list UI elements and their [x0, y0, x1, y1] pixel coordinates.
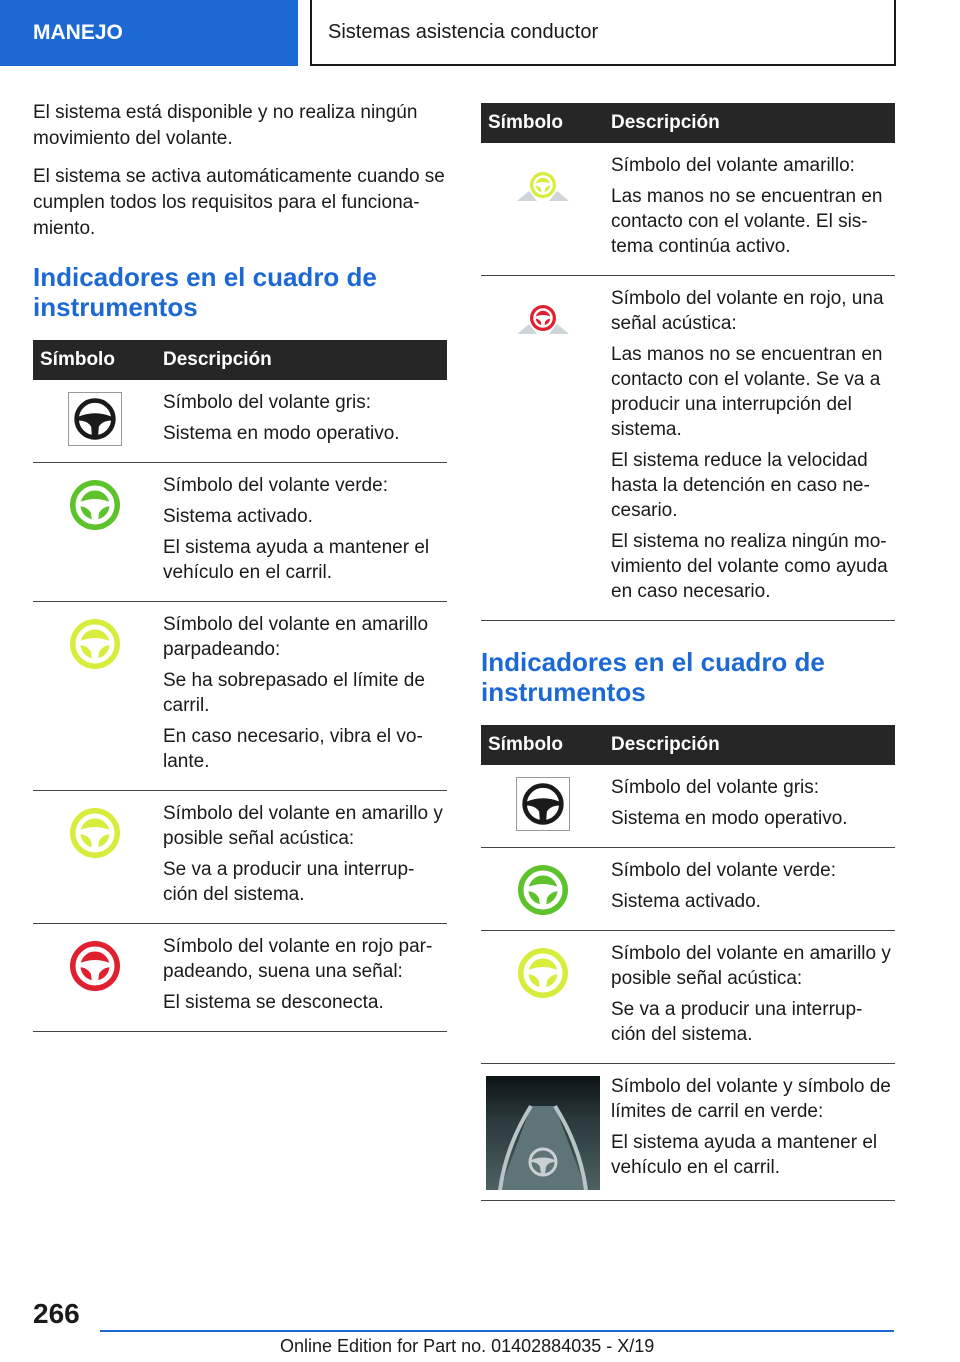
description-line: Símbolo del volante en amarillo parpadeando: [163, 614, 429, 660]
indicator-table [33, 340, 447, 1032]
description [605, 153, 895, 265]
table-row [481, 276, 895, 621]
page-number: 266 [33, 1298, 80, 1329]
description-line: Símbolo del volante en rojo, una señal acústica: [611, 288, 884, 334]
steering-wheel-red-icon [33, 934, 157, 1021]
paragraph: El sistema se activa automáticamente cuando se cumplen todos los requisitos para el funciona-miento. [33, 166, 445, 239]
description-line: Símbolo del volante en rojo par-padeando, suena una señal: [163, 936, 433, 982]
steering-wheel-hands-yellow-icon [481, 153, 605, 265]
chapter-title-box [310, 0, 896, 66]
column-header-description: Descripción [611, 734, 720, 755]
description-line: Símbolo del volante amarillo: [611, 155, 855, 176]
table-header [33, 340, 447, 380]
table-row [33, 380, 447, 463]
description-line: El sistema ayuda a mantener el vehículo en el carril. [163, 537, 430, 583]
column-header-symbol: Símbolo [40, 349, 115, 370]
steering-wheel-hands-red-icon [481, 286, 605, 610]
description-line: Se va a producir una interrup-ción del sistema. [611, 999, 863, 1045]
steering-wheel-green-icon [33, 473, 157, 591]
left-column [33, 100, 447, 1032]
indicator-table [481, 103, 895, 621]
description [157, 801, 447, 913]
description-line: El sistema no realiza ningún mo-vimiento del volante como ayuda en caso necesario. [611, 531, 888, 602]
description [605, 858, 895, 920]
steering-wheel-grey-icon [33, 390, 157, 452]
table-row [33, 602, 447, 791]
description-line: Sistema en modo operativo. [163, 423, 400, 444]
description [157, 390, 447, 452]
description-line: Sistema en modo operativo. [611, 808, 848, 829]
section-tab [0, 0, 298, 66]
description-line: Símbolo del volante y símbolo de límites de carril en verde: [611, 1076, 891, 1122]
description-line: Símbolo del volante verde: [611, 860, 836, 881]
column-header-symbol: Símbolo [488, 112, 563, 133]
steering-wheel-grey-icon [481, 775, 605, 837]
column-header-description: Descripción [611, 112, 720, 133]
description-line: Se ha sobrepasado el límite de carril. [163, 670, 425, 716]
table-row [33, 791, 447, 924]
section-heading: Indicadores en el cuadro de instrumentos [33, 262, 377, 322]
indicator-table [481, 725, 895, 1201]
description-line: Las manos no se encuentran en contacto con el volante. Se va a producir una interrupción del sistema. [611, 344, 883, 440]
table-header [481, 725, 895, 765]
chapter-title: Sistemas asistencia conductor [328, 20, 599, 43]
lane-display-icon [481, 1074, 605, 1190]
description-line: En caso necesario, vibra el vo-lante. [163, 726, 423, 772]
description [605, 1074, 895, 1190]
description-line: Sistema activado. [163, 506, 313, 527]
description-line: El sistema reduce la velocidad hasta la detención en caso ne-cesario. [611, 450, 870, 521]
description-line: Símbolo del volante gris: [163, 392, 372, 413]
steering-wheel-yellow-icon [481, 941, 605, 1053]
description-line: El sistema se desconecta. [163, 992, 384, 1013]
description-line: Símbolo del volante verde: [163, 475, 388, 496]
description [157, 473, 447, 591]
description-line: El sistema ayuda a mantener el vehículo en el carril. [611, 1132, 878, 1178]
right-column [481, 103, 895, 1201]
paragraph: El sistema está disponible y no realiza ningún movimiento del volante. [33, 102, 418, 149]
description-line: Sistema activado. [611, 891, 761, 912]
column-header-description: Descripción [163, 349, 272, 370]
description-line: Símbolo del volante gris: [611, 777, 820, 798]
description-line: Las manos no se encuentran en contacto con el volante. El sis-tema continúa activo. [611, 186, 883, 257]
steering-wheel-yellow-icon [33, 612, 157, 780]
description [157, 934, 447, 1021]
table-row [481, 1064, 895, 1201]
steering-wheel-green-icon [481, 858, 605, 920]
table-row [481, 765, 895, 848]
table-row [33, 924, 447, 1032]
section-heading: Indicadores en el cuadro de instrumentos [481, 647, 825, 707]
table-row [481, 143, 895, 276]
description-line: Símbolo del volante en amarillo y posible señal acústica: [611, 943, 891, 989]
description [605, 775, 895, 837]
section-label: MANEJO [33, 21, 123, 44]
edition-note: Online Edition for Part no. 01402884035 - X/19 [280, 1336, 655, 1356]
description [605, 941, 895, 1053]
description [605, 286, 895, 610]
table-row [33, 463, 447, 602]
steering-wheel-yellow-icon [33, 801, 157, 913]
description-line: Se va a producir una interrup-ción del sistema. [163, 859, 415, 905]
description [157, 612, 447, 780]
column-header-symbol: Símbolo [488, 734, 563, 755]
footer-divider [100, 1330, 894, 1332]
table-row [481, 848, 895, 931]
table-header [481, 103, 895, 143]
description-line: Símbolo del volante en amarillo y posible señal acústica: [163, 803, 443, 849]
table-row [481, 931, 895, 1064]
